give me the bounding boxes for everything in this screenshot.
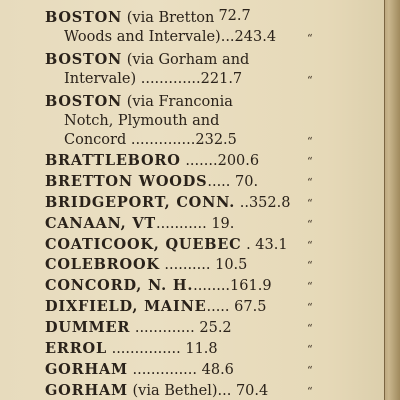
entry-detail-text: ..... 67.5 — [206, 299, 267, 315]
entry-line — [45, 92, 233, 112]
destination-name: BOSTON — [45, 93, 123, 110]
entry-line — [45, 297, 266, 317]
top-fragment-value: 72.7 — [218, 8, 251, 24]
entry-line — [45, 172, 258, 192]
entry-line — [45, 381, 268, 400]
ditto-mark: “ — [307, 280, 313, 293]
entry-continuation-line — [64, 131, 237, 150]
entry-detail-text: .......... 10.5 — [159, 257, 248, 273]
ditto-mark: “ — [307, 197, 313, 210]
ditto-mark: “ — [307, 259, 313, 272]
ditto-mark: “ — [307, 218, 313, 231]
entry-line — [45, 193, 290, 213]
entry-continuation-line — [64, 28, 276, 47]
entry-detail-text: Intervale) .............221.7 — [64, 71, 243, 87]
entry-detail-text: ..... 70. — [207, 174, 259, 190]
entry-line — [45, 8, 214, 28]
entry-detail-text: .......200.6 — [180, 153, 260, 169]
entry-line — [45, 276, 272, 296]
destination-name: CANAAN, VT — [45, 215, 157, 232]
destination-name: BOSTON — [45, 9, 123, 26]
ditto-mark: “ — [307, 74, 313, 87]
ditto-mark: “ — [307, 322, 313, 335]
destination-name: BRETTON WOODS — [45, 173, 208, 190]
destination-name: GORHAM — [45, 361, 128, 378]
entry-line — [45, 151, 259, 171]
destination-name: COLEBROOK — [45, 256, 160, 273]
destination-name: BRIDGEPORT, CONN. — [45, 194, 236, 211]
ditto-mark: “ — [307, 135, 313, 148]
ditto-mark: “ — [307, 385, 313, 398]
entry-detail-text: (via Franconia — [122, 94, 233, 110]
page-edge — [384, 0, 400, 400]
entry-continuation-line — [64, 112, 219, 131]
entry-detail-text: (via Gorham and — [122, 52, 250, 68]
ditto-mark: “ — [307, 176, 313, 189]
ditto-mark: “ — [307, 364, 313, 377]
entry-detail-text: ..352.8 — [235, 195, 291, 211]
entry-detail-text: Concord ..............232.5 — [64, 132, 237, 148]
entry-detail-text: ............. 25.2 — [130, 320, 232, 336]
page-edge-line — [384, 0, 385, 400]
ditto-mark: “ — [307, 301, 313, 314]
ditto-mark: “ — [307, 239, 313, 252]
destination-name: DIXFIELD, MAINE — [45, 298, 207, 315]
ditto-mark: “ — [307, 343, 313, 356]
destination-name: BOSTON — [45, 51, 123, 68]
entry-detail-text: (via Bethel)... 70.4 — [127, 383, 269, 399]
destination-name: GORHAM — [45, 382, 128, 399]
entry-detail-text: Notch, Plymouth and — [64, 113, 220, 129]
ditto-mark: “ — [307, 32, 313, 45]
entry-line — [45, 255, 247, 275]
destination-name: BRATTLEBORO — [45, 152, 181, 169]
entry-line — [45, 318, 232, 338]
destination-name: DUMMER — [45, 319, 131, 336]
entry-line — [45, 360, 234, 380]
destination-name: COATICOOK, QUEBEC — [45, 236, 242, 253]
entry-line — [45, 235, 288, 255]
entry-continuation-line — [64, 70, 242, 89]
entry-line — [45, 214, 234, 234]
entry-detail-text: .............. 48.6 — [127, 362, 234, 378]
entry-detail-text: ........... 19. — [156, 216, 235, 232]
destination-name: ERROL — [45, 340, 107, 357]
entry-detail-text: . 43.1 — [241, 237, 288, 253]
destination-name: CONCORD, N. H. — [45, 277, 194, 294]
entry-detail-text: Woods and Intervale)...243.4 — [64, 29, 277, 45]
entry-detail-text: (via Bretton — [122, 10, 215, 26]
entry-detail-text: ........161.9 — [193, 278, 272, 294]
entry-line — [45, 339, 218, 359]
entry-line — [45, 50, 249, 70]
ditto-mark: “ — [307, 155, 313, 168]
entry-detail-text: ............... 11.8 — [106, 341, 218, 357]
